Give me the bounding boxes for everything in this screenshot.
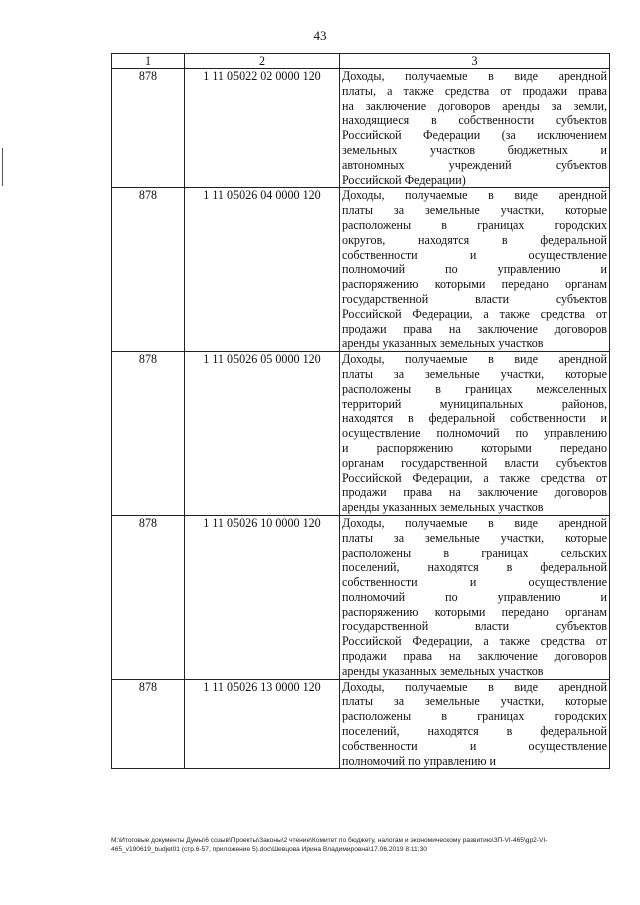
description-line: Российской Федерации, а также средства от <box>342 306 607 321</box>
table-row <box>112 188 610 352</box>
description-line: продажи права на заключение договоров <box>342 321 607 336</box>
description-line: полномочий по управлению и <box>342 753 497 768</box>
description-line: полномочий по управлению и <box>342 589 607 604</box>
description-cell <box>340 69 610 188</box>
description-line: аренды указанных земельных участков <box>342 336 544 351</box>
description-line: осуществление полномочий по управлению <box>342 426 607 441</box>
description-line: государственной власти субъектов <box>342 619 607 634</box>
description-cell <box>340 352 610 516</box>
description-line: Доходы, получаемые в виде арендной <box>342 69 607 83</box>
page-number: 43 <box>313 28 327 43</box>
description-line: распоряжению которыми передано органам <box>342 277 607 292</box>
margin-mark <box>2 148 3 186</box>
description-line: платы, а также средства от продажи права <box>342 83 607 98</box>
description-line: Российской Федерации, а также средства от <box>342 634 607 649</box>
table-row <box>112 515 610 679</box>
description-line: продажи права на заключение договоров <box>342 649 607 664</box>
footer-path-line-1: М:\Итоговые документы Думы\6 созыв\Проекты\Законы\2 чтение\Комитет по бюджету, налогам и экономическому развитию\ЗП-VI-465\gp2-VI- <box>111 837 548 844</box>
description-line: Доходы, получаемые в виде арендной <box>342 352 607 367</box>
description-line: платы за земельные участки, которые <box>342 366 607 381</box>
description-line: собственности и осуществление <box>342 575 607 590</box>
admin-code-cell: 878 <box>112 679 185 769</box>
description-line: Российской Федерации, а также средства от <box>342 470 607 485</box>
table-row <box>112 352 610 516</box>
description-line: продажи права на заключение договоров <box>342 485 607 500</box>
description-line: собственности и осуществление <box>342 247 607 262</box>
description-line: платы за земельные участки, которые <box>342 203 607 218</box>
revenue-code-cell: 1 11 05022 02 0000 120 <box>185 69 340 188</box>
revenue-code-cell: 1 11 05026 10 0000 120 <box>185 515 340 679</box>
description-line: Доходы, получаемые в виде арендной <box>342 679 607 694</box>
description-line: территорий муниципальных районов, <box>342 396 607 411</box>
document-footer <box>111 836 609 854</box>
revenue-code-cell: 1 11 05026 05 0000 120 <box>185 352 340 516</box>
admin-code-cell: 878 <box>112 69 185 188</box>
description-line: округов, находятся в федеральной <box>342 232 607 247</box>
description-line: платы за земельные участки, которые <box>342 530 607 545</box>
description-line: поселений, находятся в федеральной <box>342 560 607 575</box>
description-line: автономных учреждений субъектов <box>342 157 607 172</box>
description-cell <box>340 515 610 679</box>
description-line: Российской Федерации (за исключением <box>342 128 607 143</box>
description-line: органам государственной власти субъектов <box>342 455 607 470</box>
table-row <box>112 69 610 188</box>
admin-code-cell: 878 <box>112 352 185 516</box>
description-line: на заключение договоров аренды за земли, <box>342 98 607 113</box>
description-cell <box>340 188 610 352</box>
description-line: расположены в границах городских <box>342 709 607 724</box>
revenue-codes-table <box>111 53 610 769</box>
header-col-3: 3 <box>340 54 610 69</box>
description-line: находятся в федеральной собственности и <box>342 411 607 426</box>
description-line: государственной власти субъектов <box>342 291 607 306</box>
description-line: земельных участков бюджетных и <box>342 142 607 157</box>
description-line: поселений, находятся в федеральной <box>342 724 607 739</box>
description-line: платы за земельные участки, которые <box>342 694 607 709</box>
description-line: и распоряжению которыми передано <box>342 440 607 455</box>
admin-code-cell: 878 <box>112 515 185 679</box>
header-col-1: 1 <box>112 54 185 69</box>
table-row <box>112 679 610 769</box>
table-header-row <box>112 54 610 69</box>
description-line: Доходы, получаемые в виде арендной <box>342 188 607 203</box>
description-line: расположены в границах межселенных <box>342 381 607 396</box>
admin-code-cell: 878 <box>112 188 185 352</box>
revenue-code-cell: 1 11 05026 04 0000 120 <box>185 188 340 352</box>
description-line: расположены в границах городских <box>342 217 607 232</box>
description-line: Доходы, получаемые в виде арендной <box>342 515 607 530</box>
description-cell <box>340 679 610 769</box>
description-line: собственности и осуществление <box>342 738 607 753</box>
description-line: находящиеся в собственности субъектов <box>342 113 607 128</box>
description-line: полномочий по управлению и <box>342 262 607 277</box>
revenue-code-cell: 1 11 05026 13 0000 120 <box>185 679 340 769</box>
description-line: расположены в границах сельских <box>342 545 607 560</box>
header-col-2: 2 <box>185 54 340 69</box>
description-line: аренды указанных земельных участков <box>342 500 544 515</box>
description-line: аренды указанных земельных участков <box>342 663 544 678</box>
description-line: Российской Федерации) <box>342 172 466 187</box>
description-line: распоряжению которыми передано органам <box>342 604 607 619</box>
footer-path-line-2: 465_v190619_budjet01 (стр.6-57, приложение 5).doc\Шевцова Ирина Владимировна\17.06.2019 8:11:30 <box>111 846 427 853</box>
